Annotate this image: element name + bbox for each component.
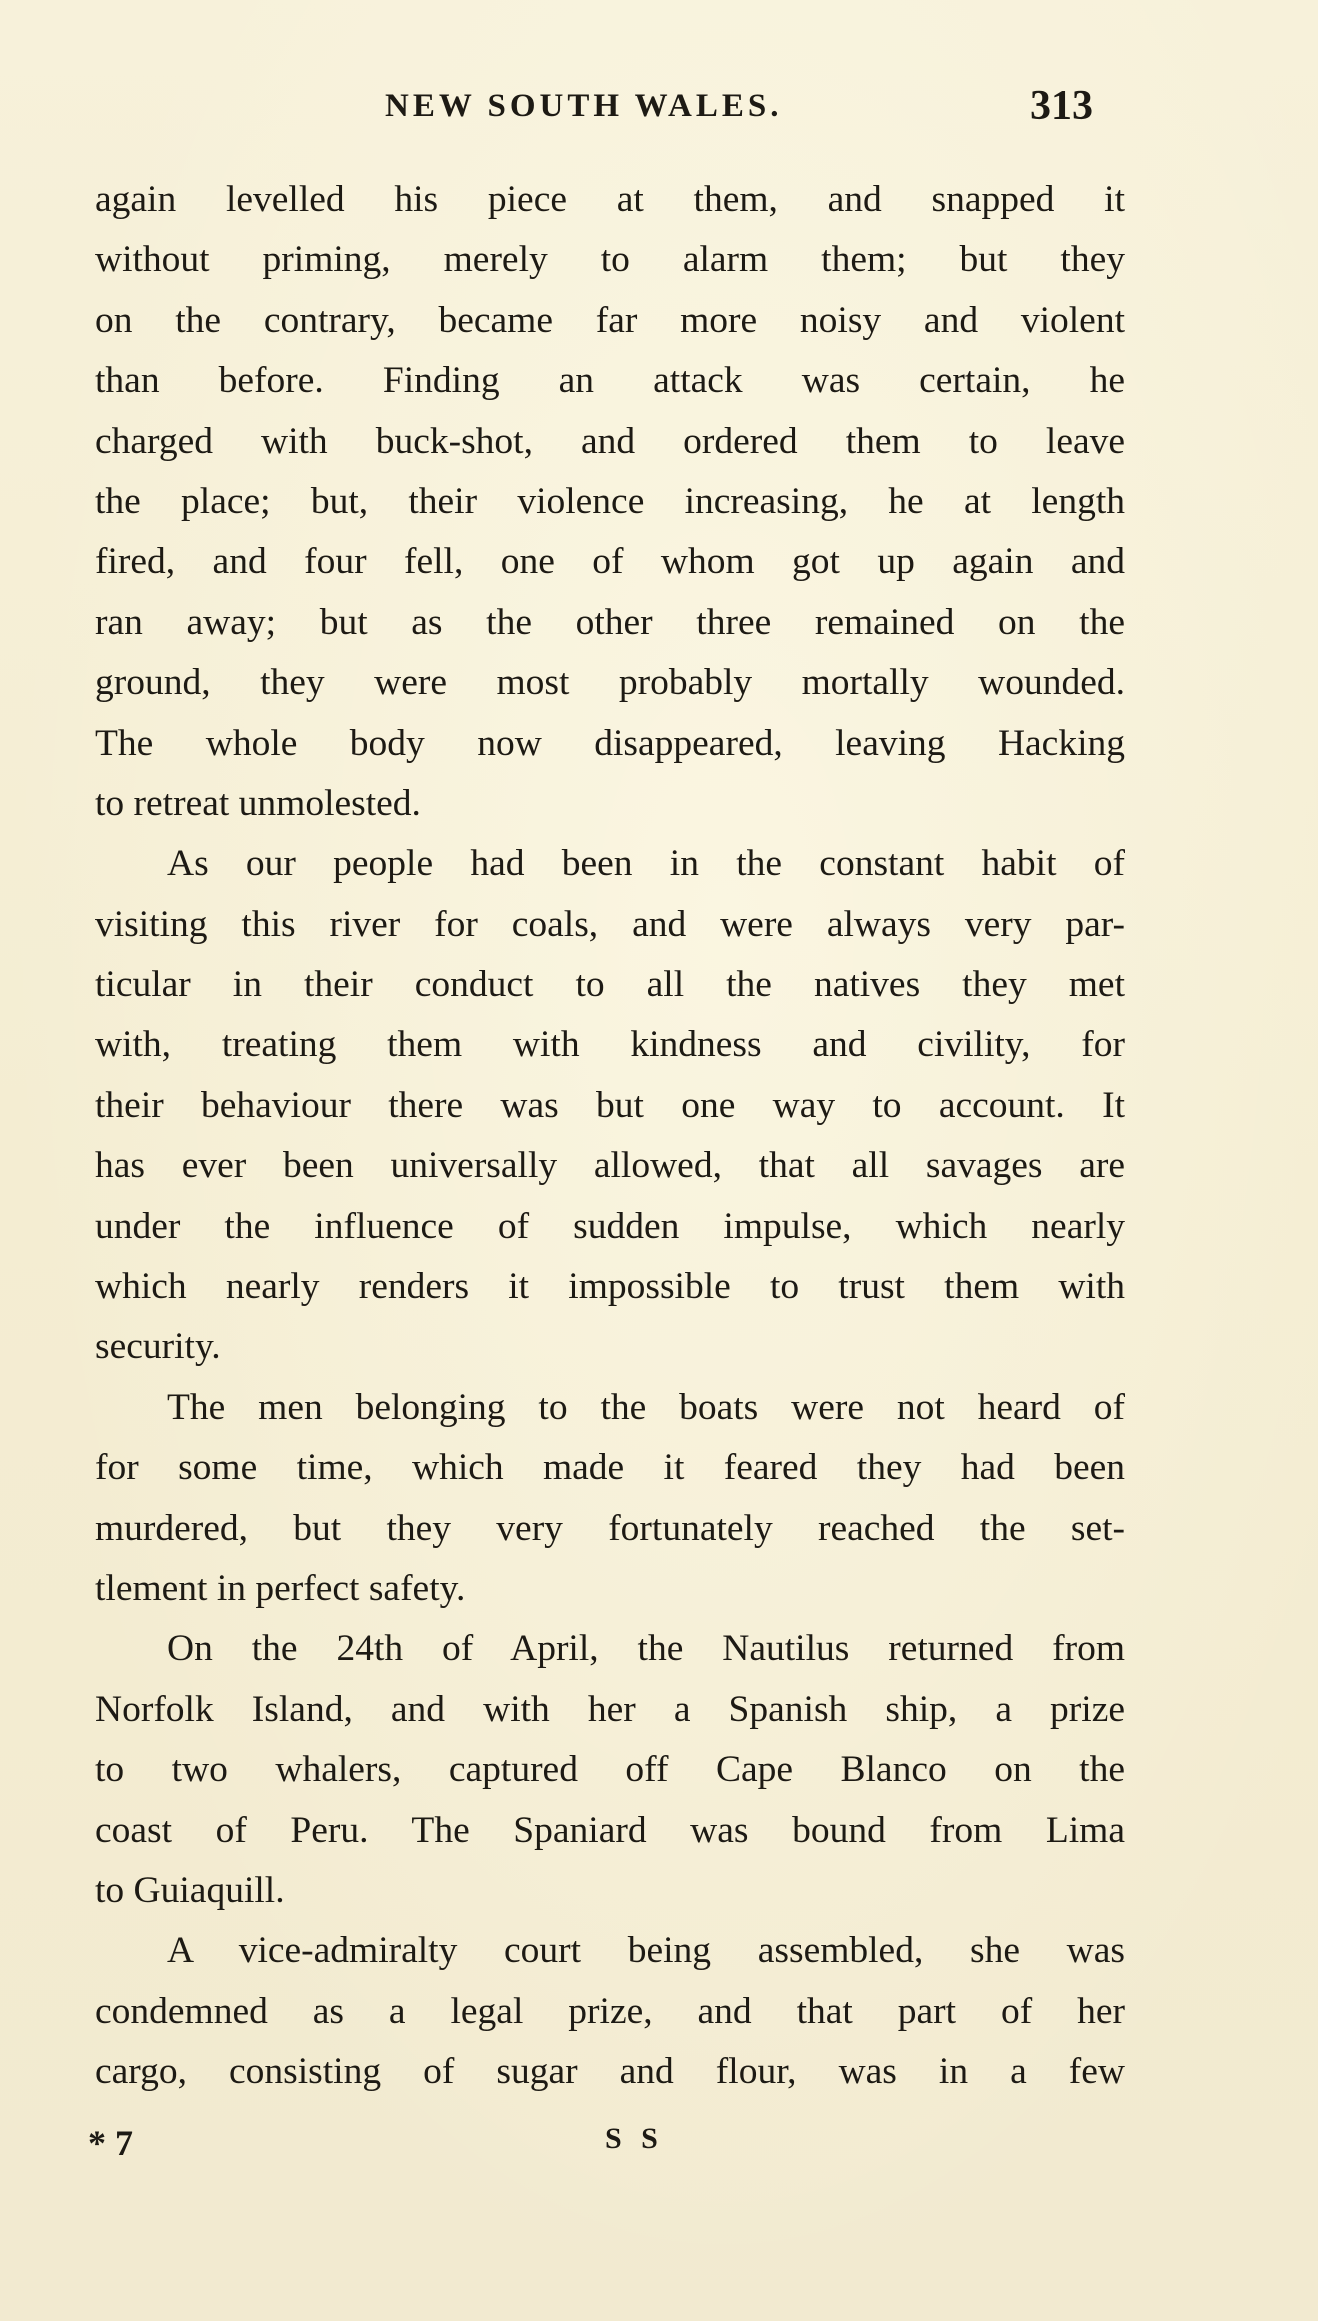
text-line: under the influence of sudden impulse, which nearly bbox=[95, 1205, 1125, 1247]
text-line: visiting this river for coals, and were always very par- bbox=[95, 903, 1125, 945]
text-line: tlement in perfect safety. bbox=[95, 1567, 466, 1609]
text-line: The whole body now disappeared, leaving Hacking bbox=[95, 722, 1125, 764]
text-line: As our people had been in the constant habit of bbox=[167, 843, 1125, 885]
text-line: Norfolk Island, and with her a Spanish ship, a prize bbox=[95, 1688, 1125, 1730]
text-line: On the 24th of April, the Nautilus returned from bbox=[167, 1628, 1125, 1670]
text-line: which nearly renders it impossible to trust them with bbox=[95, 1266, 1125, 1308]
signature-mark: * 7 bbox=[88, 2123, 133, 2163]
text-line: coast of Peru. The Spaniard was bound from Lima bbox=[95, 1809, 1125, 1851]
text-line: condemned as a legal prize, and that part of her bbox=[95, 1990, 1125, 2032]
text-line: murdered, but they very fortunately reached the set- bbox=[95, 1507, 1125, 1549]
page-number: 313 bbox=[1030, 83, 1093, 129]
text-line: to retreat unmolested. bbox=[95, 782, 421, 824]
text-line: for some time, which made it feared they had been bbox=[95, 1447, 1125, 1489]
text-line: the place; but, their violence increasing, he at length bbox=[95, 480, 1125, 522]
text-line: ticular in their conduct to all the natives they met bbox=[95, 964, 1125, 1006]
text-line: than before. Finding an attack was certain, he bbox=[95, 360, 1125, 402]
running-title: NEW SOUTH WALES. bbox=[385, 88, 783, 124]
text-line: to Guiaquill. bbox=[95, 1869, 285, 1911]
text-line: charged with buck-shot, and ordered them to leave bbox=[95, 420, 1125, 462]
text-line: their behaviour there was but one way to account. It bbox=[95, 1084, 1125, 1126]
gathering-mark: S S bbox=[605, 2122, 664, 2155]
page-footer bbox=[0, 2122, 1318, 2172]
text-line: has ever been universally allowed, that all savages are bbox=[95, 1145, 1125, 1187]
text-line: on the contrary, became far more noisy and violent bbox=[95, 299, 1125, 341]
text-line: again levelled his piece at them, and snapped it bbox=[95, 179, 1125, 220]
body-text bbox=[95, 170, 1125, 2103]
text-line: The men belonging to the boats were not heard of bbox=[167, 1386, 1125, 1428]
text-line: to two whalers, captured off Cape Blanco on the bbox=[95, 1749, 1125, 1791]
text-line: with, treating them with kindness and civility, for bbox=[95, 1024, 1125, 1066]
running-head bbox=[0, 83, 1318, 138]
text-line: ran away; but as the other three remained on the bbox=[95, 601, 1125, 643]
text-line: cargo, consisting of sugar and flour, was in a few bbox=[95, 2051, 1125, 2093]
text-line: security. bbox=[95, 1326, 221, 1368]
text-line: without priming, merely to alarm them; but they bbox=[95, 239, 1125, 281]
text-line: fired, and four fell, one of whom got up again and bbox=[95, 541, 1125, 583]
text-line: ground, they were most probably mortally wounded. bbox=[95, 662, 1125, 704]
text-line: A vice-admiralty court being assembled, she was bbox=[167, 1930, 1125, 1972]
